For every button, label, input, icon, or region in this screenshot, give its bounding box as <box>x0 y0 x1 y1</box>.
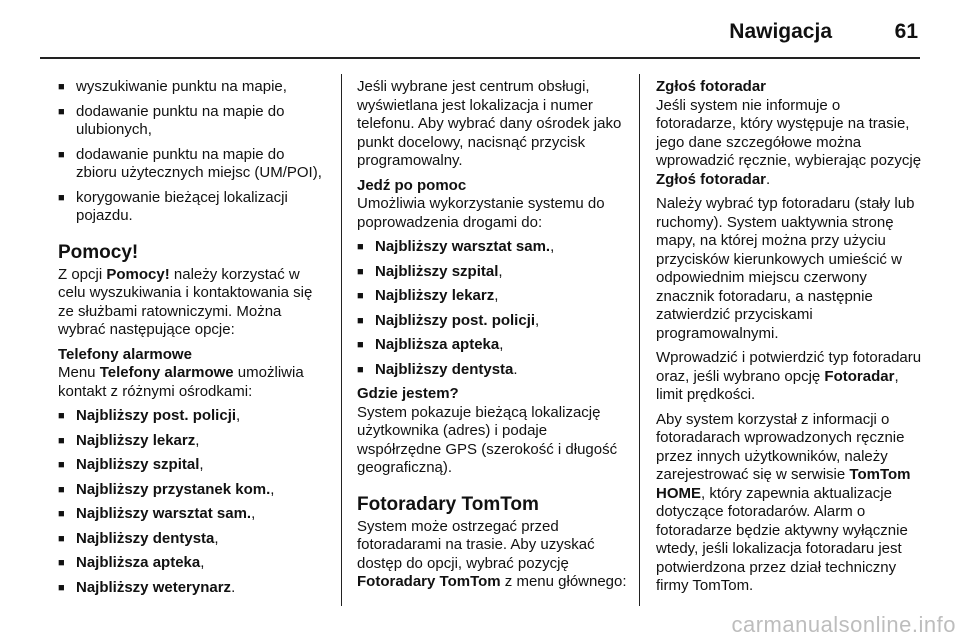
paragraph: Jeśli wybrane jest centrum obsługi, wyświetlana jest lokalizacja i numer telefonu. Aby wybrać dany ośrodek jako punkt docelowy, nacisnąć przycisk programowalny. <box>357 78 622 169</box>
list-item: ■ dodawanie punktu na mapie do zbioru użytecznych miejsc (UM/POI), <box>58 146 328 183</box>
list-item: ■ korygowanie bieżącej lokalizacji pojazdu. <box>58 189 328 226</box>
paragraph: System może ostrzegać przed fotoradarami na trasie. Aby uzyskać dostęp do opcji, wybrać pozycję Fotoradary TomTom z menu głównego: <box>357 517 627 590</box>
column-divider <box>639 74 640 606</box>
list-item: ■ Najbliższy lekarz, <box>357 287 629 306</box>
list-item: ■ Najbliższa apteka, <box>58 554 328 573</box>
list-item: ■ Najbliższy warsztat sam., <box>58 505 328 524</box>
paragraph: Wprowadzić i potwierdzić typ fotoradaru oraz, jeśli wybrano opcję Fotoradar, limit prędkości. <box>656 349 922 403</box>
list-item: ■ Najbliższy warsztat sam., <box>357 238 629 257</box>
column-2 <box>357 78 629 598</box>
paragraph: Z opcji Pomocy! należy korzystać w celu wyszukiwania i kontaktowania się ze służbami ratowniczymi. Można wybrać następujące opcje: <box>58 265 313 338</box>
paragraph: Menu Telefony alarmowe umożliwia kontakt z różnymi ośrodkami: <box>58 364 304 400</box>
list-item: ■ Najbliższy dentysta. <box>357 361 629 380</box>
list-item: ■ dodawanie punktu na mapie do ulubionych, <box>58 103 328 140</box>
list-item: ■ Najbliższy przystanek kom., <box>58 481 328 500</box>
list-item: ■ Najbliższy post. policji, <box>58 407 328 426</box>
column-1 <box>58 78 328 603</box>
paragraph: Aby system korzystał z informacji o fotoradarach wprowadzonych ręcznie przez innych użytkowników, należy zarejestrować się w serwisie TomTom HOME, który zapewnia aktualizacje dotyczące fotoradarów. Alarm o fotoradarze będzie aktywny wyłącznie wtedy, jeśli lokalizacja fotoradaru jest potwierdzona przez dział techniczny firmy TomTom. <box>656 410 911 594</box>
paragraph: Należy wybrać typ fotoradaru (stały lub ruchomy). System uaktywnia stronę mapy, na której można przy użyciu przycisków kierunkowych umieścić w odpowiednim miejscu czerwony znacznik fotoradaru, a następnie zatwierdzić przyciskami programowalnymi. <box>656 195 915 342</box>
column-divider <box>341 74 342 606</box>
column-3 <box>656 78 922 602</box>
subheading-emergency-phones: Telefony alarmowe <box>58 345 192 363</box>
paragraph: Umożliwia wykorzystanie systemu do poprowadzenia drogami do: <box>357 195 605 231</box>
page-header <box>40 12 920 58</box>
heading-help: Pomocy! <box>58 241 139 263</box>
subheading-report-camera: Zgłoś fotoradar <box>656 78 767 95</box>
subheading-where-am-i: Gdzie jestem? <box>357 385 459 402</box>
list-item: ■ Najbliższy szpital, <box>58 456 328 475</box>
list-item: ■ wyszukiwanie punktu na mapie, <box>58 78 328 97</box>
list-item: ■ Najbliższy post. policji, <box>357 312 629 331</box>
list-item: ■ Najbliższy szpital, <box>357 263 629 282</box>
watermark: carmanualsonline.info <box>731 612 956 637</box>
page-number: 61 <box>894 20 918 43</box>
section-title: Nawigacja <box>729 20 832 43</box>
heading-speed-cameras: Fotoradary TomTom <box>357 493 539 515</box>
paragraph: System pokazuje bieżącą lokalizację użytkownika (adres) i podaje współrzędne GPS (szerokość i długość geograficzną). <box>357 403 618 476</box>
list-item: ■ Najbliższa apteka, <box>357 336 629 355</box>
subheading-drive-to-help: Jedź po pomoc <box>357 176 467 194</box>
list-item: ■ Najbliższy weterynarz. <box>58 579 328 598</box>
list-item: ■ Najbliższy dentysta, <box>58 530 328 549</box>
list-item: ■ Najbliższy lekarz, <box>58 432 328 451</box>
paragraph: Jeśli system nie informuje o fotoradarze, który występuje na trasie, jego dane szczegółowe można wprowadzić ręcznie, wybierając pozycję Zgłoś fotoradar. <box>656 96 922 188</box>
header-rule <box>40 57 920 59</box>
